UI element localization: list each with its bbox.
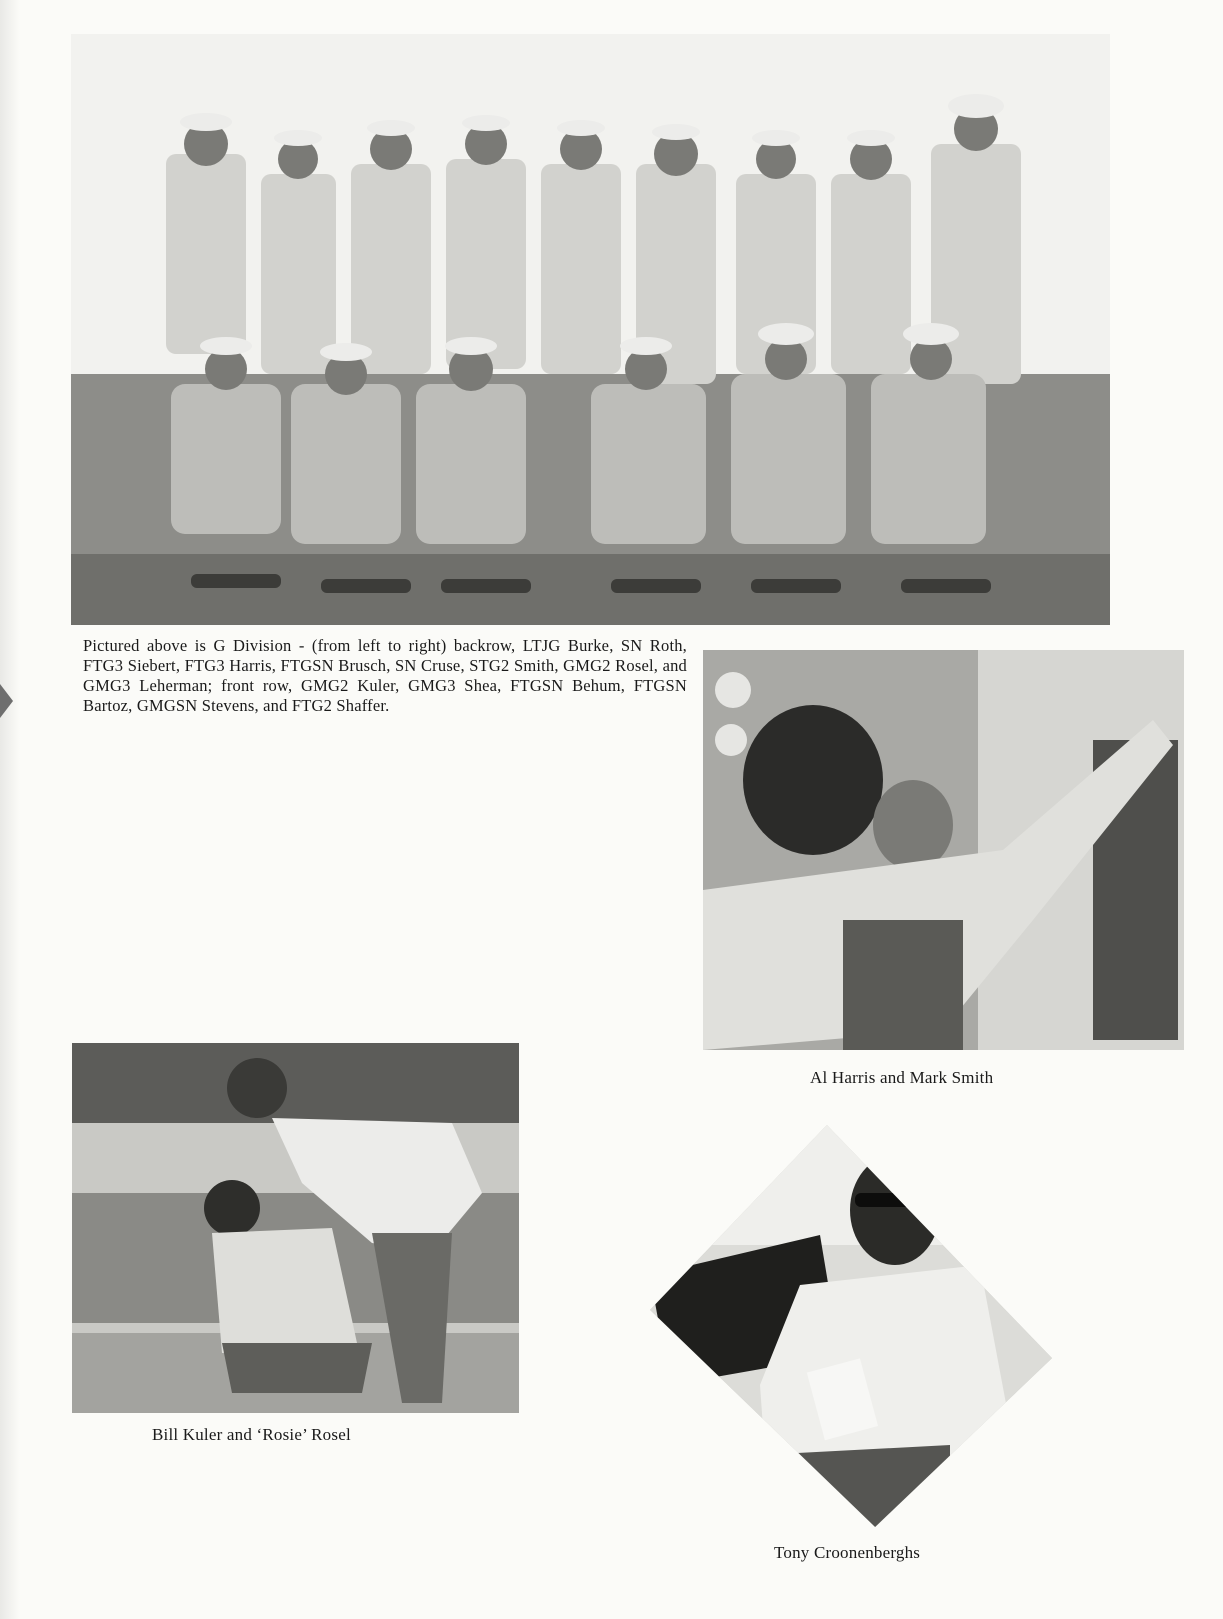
croonenberghs-caption: Tony Croonenberghs: [774, 1543, 921, 1562]
page-edge: [0, 0, 20, 1619]
group-photo-caption: Pictured above is G Division - (from left to right) backrow, LTJG Burke, SN Roth, FTG3 Siebert, FTG3 Harris, FTGSN Brusch, SN Cruse, STG2 Smith, GMG2 Rosel, and GMG3 Leherman; front row, GMG2 Kuler, GMG3 Shea, FTGSN Behum, FTGSN Bartoz, GMGSN Stevens, and FTG2 Shaffer.: [83, 636, 687, 715]
group-photo: [71, 34, 1110, 625]
croonenberghs-photo-frame: [650, 1125, 1052, 1527]
kuler-rosel-photo: [72, 1043, 519, 1413]
harris-smith-caption: Al Harris and Mark Smith: [810, 1068, 994, 1087]
harris-smith-photo: [703, 650, 1184, 1050]
kuler-rosel-caption: Bill Kuler and ‘Rosie’ Rosel: [152, 1425, 351, 1444]
croonenberghs-photo: [650, 1125, 1052, 1527]
binding-marker: [0, 684, 13, 718]
